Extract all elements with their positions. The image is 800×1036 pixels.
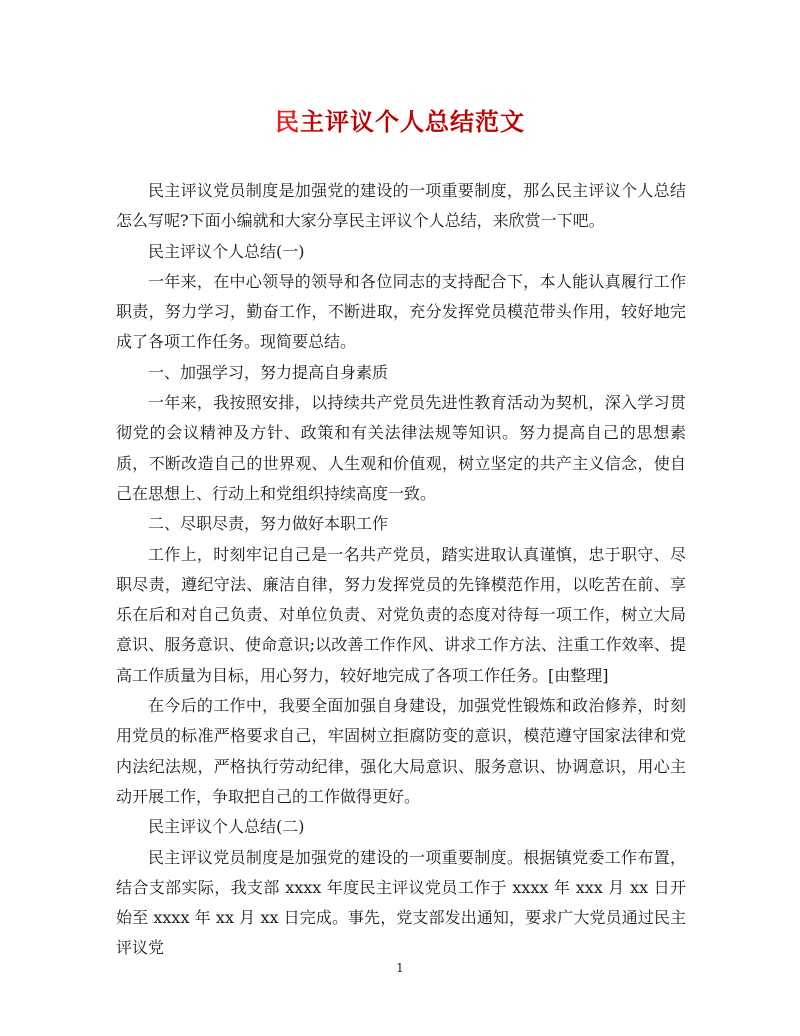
body-paragraph: 工作上，时刻牢记自己是一名共产党员，踏实进取认真谨慎，忠于职守、尽职尽责，遵纪守法、廉洁自律，努力发挥党员的先锋模范作用，以吃苦在前、享乐在后和对自己负责、对单位负责、对党负责的态度对待每一项工作，树立大局意识、服务意识、使命意识;以改善工作作风、讲求工作方法、注重工作效率、提高工作质量为目标，用心努力，较好地完成了各项工作任务。[由整理] <box>116 544 686 685</box>
body-paragraph: 在今后的工作中，我要全面加强自身建设，加强党性锻炼和政治修养，时刻用党员的标准严格要求自己，牢固树立拒腐防变的意识，模范遵守国家法律和党内法纪法规，严格执行劳动纪律，强化大局意识、服务意识、协调意识，用心主动开展工作，争取把自己的工作做得更好。 <box>116 696 686 806</box>
body-paragraph: 一年来，在中心领导的领导和各位同志的支持配合下，本人能认真履行工作职责，努力学习，勤奋工作，不断进取，充分发挥党员模范带头作用，较好地完成了各项工作任务。现简要总结。 <box>116 271 686 352</box>
page-number: 1 <box>396 961 404 975</box>
section-heading-summary-2: 民主评议个人总结(二) <box>148 817 305 837</box>
subheading-study: 一、加强学习，努力提高自身素质 <box>148 362 389 382</box>
page-title <box>0 104 800 140</box>
body-paragraph: 民主评议党员制度是加强党的建设的一项重要制度。根据镇党委工作布置，结合支部实际，我支部 xxxx 年度民主评议党员工作于 xxxx 年 xxx 月 xx 日开始至 xxxx 年 xx 月 xx 日完成。事先，党支部发出通知，要求广大党员通过民主评议党 <box>116 847 686 958</box>
body-paragraph: 一年来，我按照安排，以持续共产党员先进性教育活动为契机，深入学习贯彻党的会议精神及方针、政策和有关法律法规等知识。努力提高自己的思想素质，不断改造自己的世界观、人生观和价值观，树立坚定的共产主义信念，使自己在思想上、行动上和党组织持续高度一致。 <box>116 393 686 503</box>
document-body <box>116 176 686 964</box>
section-heading-summary-1: 民主评议个人总结(一) <box>148 241 305 261</box>
title-accent-char: 民 <box>275 107 300 136</box>
title-text: 主评议个人总结范文 <box>300 107 525 136</box>
subheading-duty: 二、尽职尽责，努力做好本职工作 <box>148 514 389 534</box>
intro-paragraph: 民主评议党员制度是加强党的建设的一项重要制度，那么民主评议个人总结怎么写呢?下面小编就和大家分享民主评议个人总结，来欣赏一下吧。 <box>116 181 686 231</box>
